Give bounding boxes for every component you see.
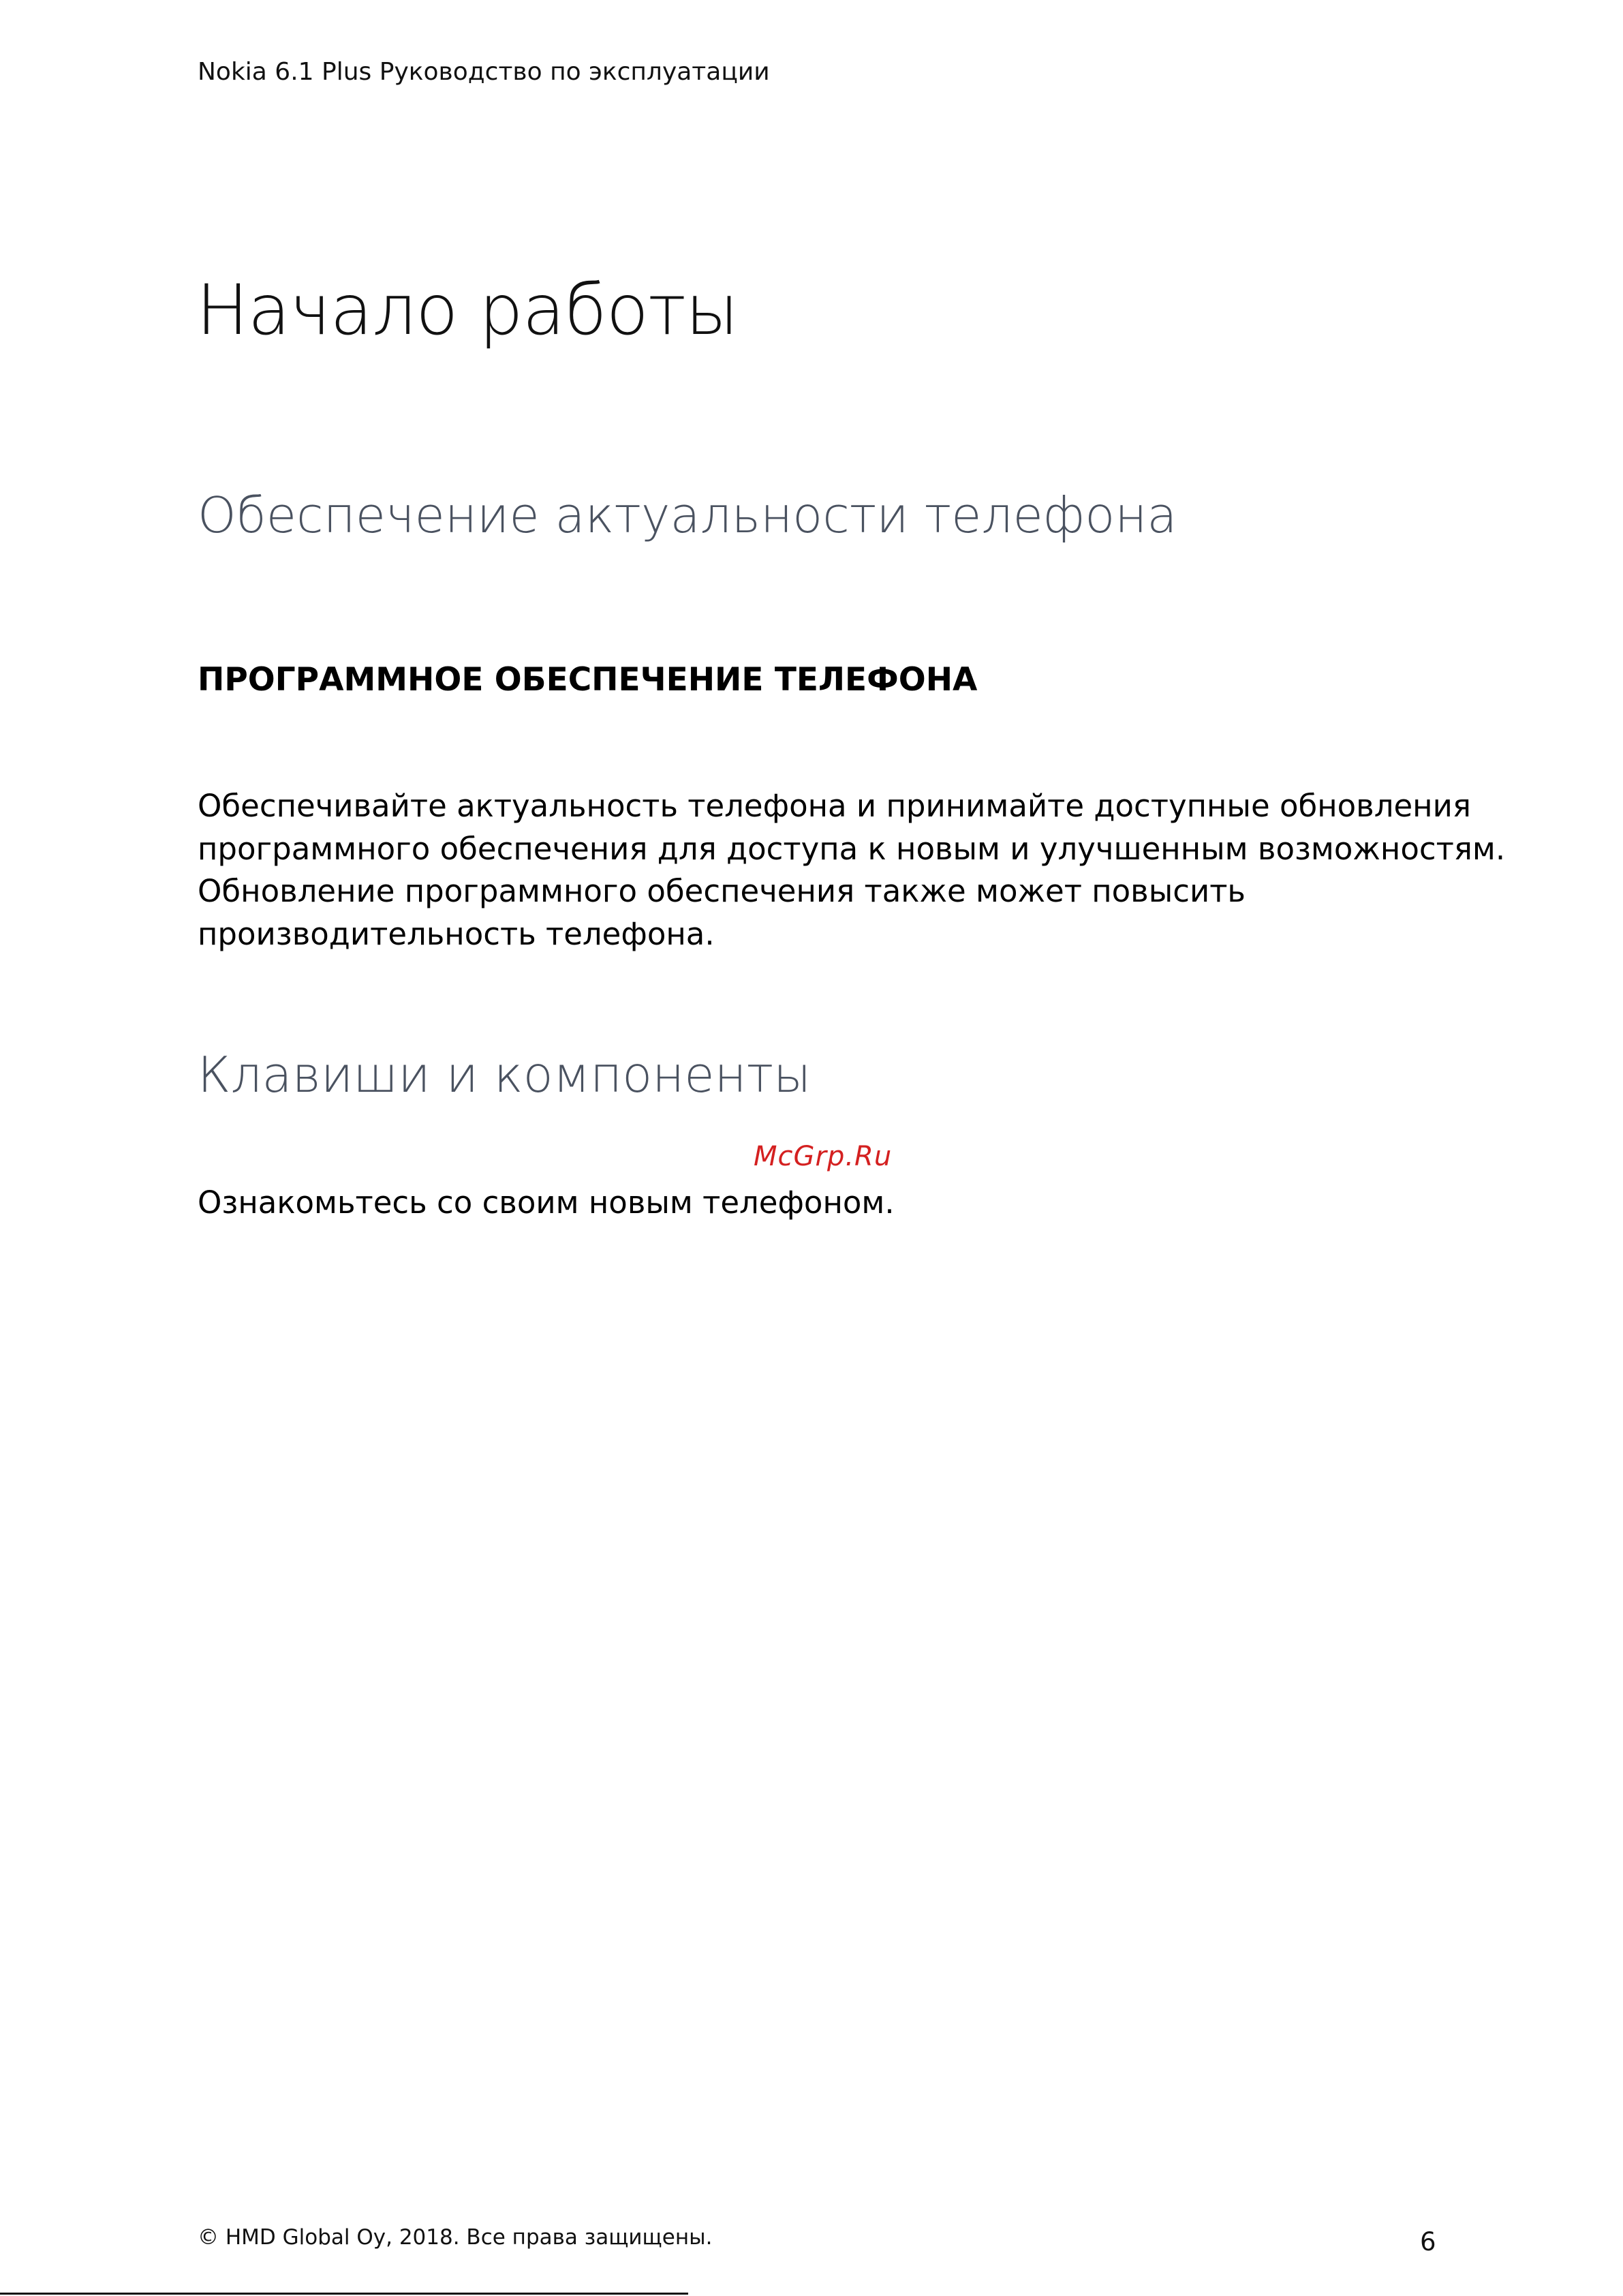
chapter-title: Начало работы	[196, 270, 739, 351]
page-number: 6	[1420, 2227, 1436, 2256]
section-title-updates: Обеспечение актуальности телефона	[198, 487, 1177, 544]
running-header: Nokia 6.1 Plus Руководство по эксплуатации	[198, 58, 770, 86]
intro-text: Ознакомьтесь со своим новым телефоном.	[198, 1184, 895, 1221]
bottom-divider	[0, 2293, 688, 2295]
body-paragraph	[198, 785, 1506, 956]
paragraph-line: Обновление программного обеспечения также может повысить	[198, 873, 1246, 910]
paragraph-line: программного обеспечения для доступа к новым и улучшенным возможностям.	[198, 830, 1506, 867]
paragraph-line: производительность телефона.	[198, 916, 715, 953]
paragraph-line: Обеспечивайте актуальность телефона и принимайте доступные обновления	[198, 788, 1471, 824]
subheading-software: ПРОГРАММНОЕ ОБЕСПЕЧЕНИЕ ТЕЛЕФОНА	[198, 661, 978, 699]
section-title-keys: Клавиши и компоненты	[198, 1046, 812, 1103]
footer-copyright: © HMD Global Oy, 2018. Все права защищены.	[198, 2225, 713, 2250]
watermark: McGrp.Ru	[754, 1141, 893, 1172]
